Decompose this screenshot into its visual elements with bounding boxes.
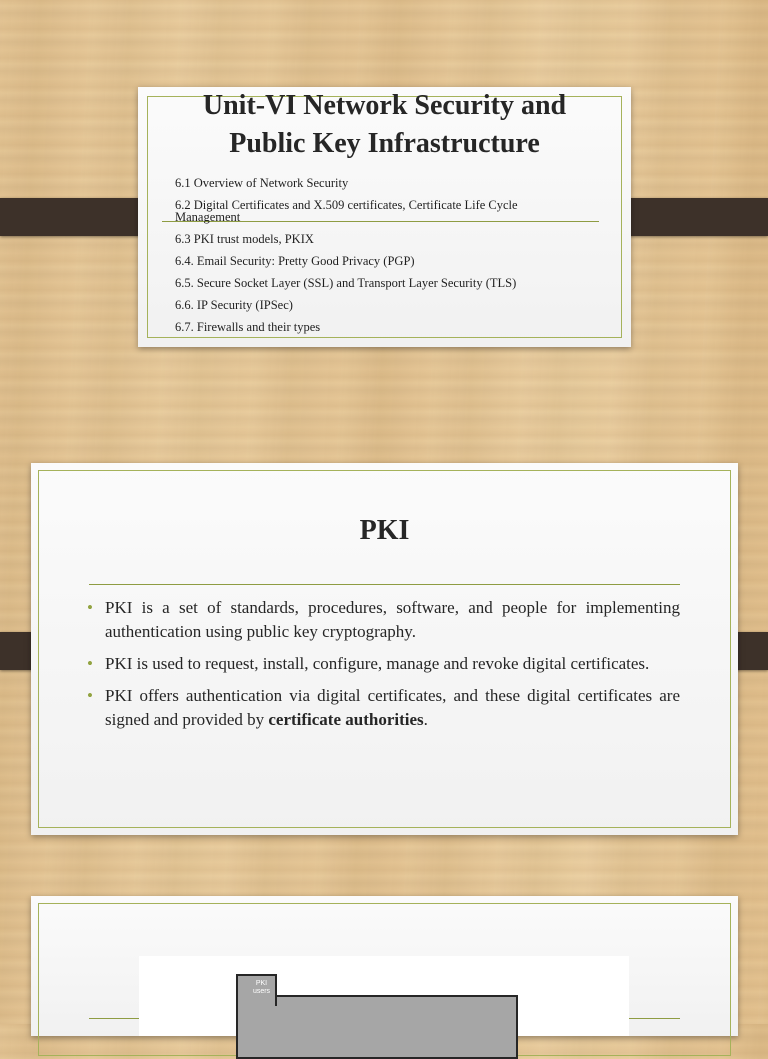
diagram-tab-pki-users [236, 974, 277, 1006]
toc-item: 6.7. Firewalls and their types [175, 320, 321, 334]
toc-item: 6.3 PKI trust models, PKIX [175, 232, 314, 246]
toc-item: 6.1 Overview of Network Security [175, 176, 349, 190]
title-divider [89, 584, 680, 585]
toc-item: 6.2 Digital Certificates and X.509 certificates, Certificate Life Cycle Management [175, 198, 518, 224]
bullet-text: PKI offers authentication via digital certificates, and these digital certificates are signed and provided by [105, 686, 680, 729]
bullet-item [87, 652, 680, 676]
bullet-emphasis: certificate authorities [268, 710, 424, 729]
slide-pki-definition[interactable] [31, 463, 738, 835]
pki-diagram [139, 956, 629, 1036]
bullet-text-end: . [423, 710, 428, 729]
diagram-label: PKI users [252, 980, 271, 995]
slide-title: PKI [359, 515, 410, 546]
diagram-block [236, 995, 518, 1059]
bullet-item [87, 684, 680, 732]
toc-item: 6.5. Secure Socket Layer (SSL) and Transport Layer Security (TLS) [175, 276, 517, 290]
bullet-text: PKI is used to request, install, configure, manage and revoke digital certificates. [105, 654, 650, 673]
title-line-1: Unit-VI Network Security and [202, 90, 567, 121]
bullet-icon: • [87, 598, 93, 617]
bullet-icon: • [87, 654, 93, 673]
binder-strap-right-1 [613, 198, 768, 236]
toc-item: 6.4. Email Security: Pretty Good Privacy (PGP) [175, 254, 415, 268]
table-of-contents [175, 177, 575, 333]
binder-strap-left-1 [0, 198, 155, 236]
toc-item: 6.6. IP Security (IPSec) [175, 298, 293, 312]
slide-title-unit-vi[interactable] [138, 87, 631, 347]
bullet-text: PKI is a set of standards, procedures, software, and people for implementing authentication using public key cryptography. [105, 598, 680, 641]
slide-pki-diagram[interactable] [31, 896, 738, 1036]
title-line-2: Public Key Infrastructure [229, 128, 540, 159]
bullet-list [87, 596, 680, 740]
bullet-item [87, 596, 680, 644]
bullet-icon: • [87, 686, 93, 705]
slide-title [138, 87, 631, 163]
